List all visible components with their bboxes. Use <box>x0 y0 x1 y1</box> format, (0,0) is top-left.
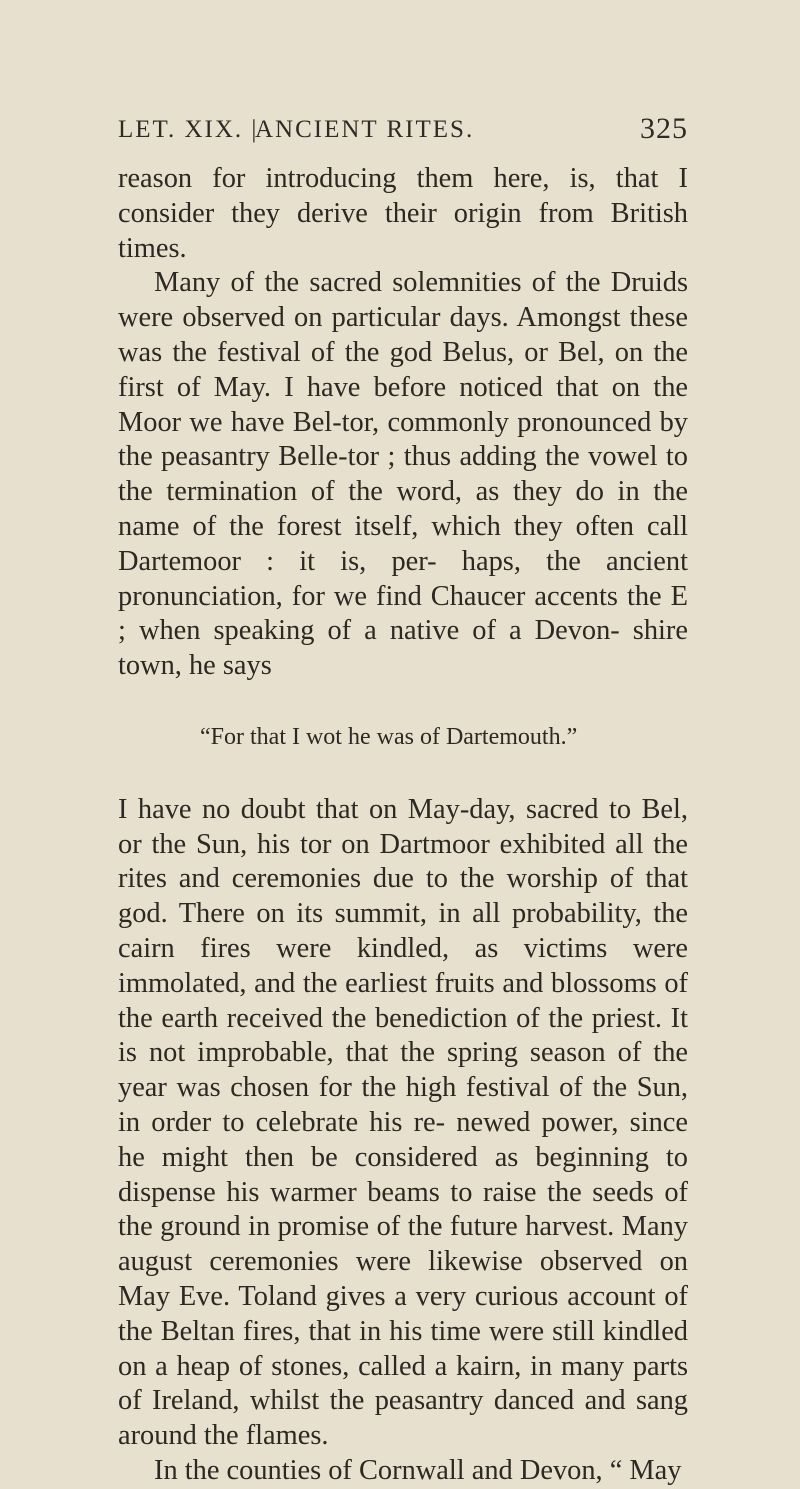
page-number: 325 <box>640 112 688 145</box>
letter-number: LET. XIX. | <box>118 116 259 143</box>
quotation: “For that I wot he was of Dartemouth.” <box>200 723 578 750</box>
paragraph-2: Many of the sacred solemnities of the Druids were observed on particular days. Amongst these was the festival of the god Belus, or Bel, on the first of May. I have before noticed that on the Moor we have Bel-tor, commonly pronounced by the peasantry Belle-tor ; thus adding the vowel to the termination of the word, as they do in the name of the forest itself, which they often call Dartemoor : it is, per- haps, the ancient pronunciation, for we find Chaucer accents the E ; when speaking of a native of a Devon- shire town, he says <box>118 267 688 682</box>
running-header <box>118 112 688 156</box>
paragraph-3: I have no doubt that on May-day, sacred to Bel, or the Sun, his tor on Dartmoor exhibited all the rites and ceremonies due to the worship of that god. There on its summit, in all probability, the cairn fires were kindled, as victims were immolated, and the earliest fruits and blossoms of the earth received the benediction of the priest. It is not improbable, that the spring season of the year was chosen for the high festival of the Sun, in order to celebrate his re- newed power, since he might then be considered as beginning to dispense his warmer beams to raise the seeds of the ground in promise of the future harvest. Many august ceremonies were likewise observed on May Eve. Toland gives a very curious account of the Beltan fires, that in his time were still kindled on a heap of stones, called a kairn, in many parts of Ireland, whilst the peasantry danced and sang around the flames. <box>118 793 688 1452</box>
paragraph-1: reason for introducing them here, is, that I consider they derive their origin from British times. <box>118 163 688 264</box>
paragraph-4: In the counties of Cornwall and Devon, “ May <box>154 1454 682 1486</box>
running-title: ANCIENT RITES. <box>255 116 475 143</box>
body-text <box>118 162 688 1489</box>
